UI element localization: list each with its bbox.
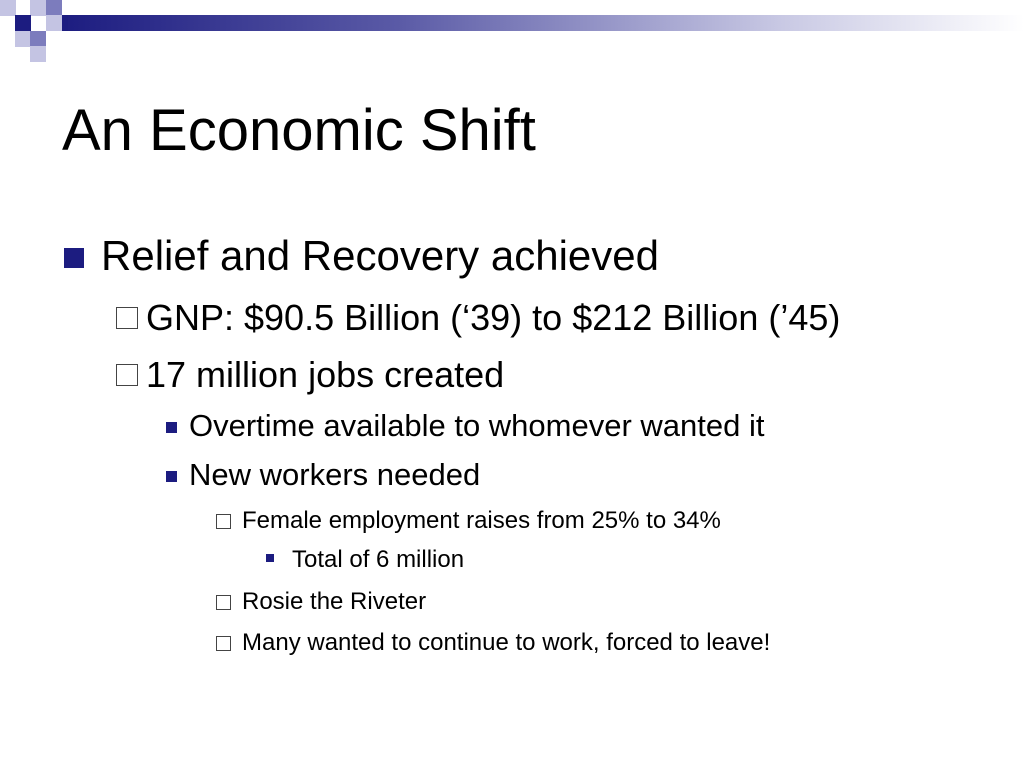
bullet-text: New workers needed <box>189 457 481 492</box>
square-bullet-icon <box>64 248 84 268</box>
bullet-text: Female employment raises from 25% to 34% <box>242 507 721 534</box>
hollow-square-bullet-icon <box>116 307 138 329</box>
bullet-level2 <box>116 354 504 396</box>
bullet-text: GNP: $90.5 Billion (‘39) to $212 Billion (’45) <box>146 297 841 338</box>
bullet-level3 <box>166 457 480 493</box>
bullet-text: Relief and Recovery achieved <box>101 232 659 279</box>
hollow-square-bullet-icon <box>216 636 231 651</box>
slide-title: An Economic Shift <box>62 98 536 163</box>
square-bullet-icon <box>166 422 177 433</box>
hollow-square-bullet-icon <box>216 595 231 610</box>
bullet-level4 <box>216 506 721 536</box>
bullet-level4 <box>216 628 770 658</box>
bullet-text: Total of 6 million <box>292 546 465 573</box>
bullet-level2 <box>116 297 840 339</box>
bullet-text: Many wanted to continue to work, forced to leave! <box>242 629 771 656</box>
hollow-square-bullet-icon <box>216 514 231 529</box>
bullet-text: 17 million jobs created <box>146 354 505 395</box>
bullet-text: Rosie the Riveter <box>242 588 427 615</box>
square-bullet-icon <box>166 471 177 482</box>
bullet-level4 <box>216 587 426 617</box>
bullet-level1 <box>64 232 659 280</box>
bullet-level3 <box>166 408 764 444</box>
square-bullet-icon <box>266 554 274 562</box>
hollow-square-bullet-icon <box>116 364 138 386</box>
bullet-level5 <box>266 545 464 575</box>
bullet-text: Overtime available to whomever wanted it <box>189 408 765 443</box>
